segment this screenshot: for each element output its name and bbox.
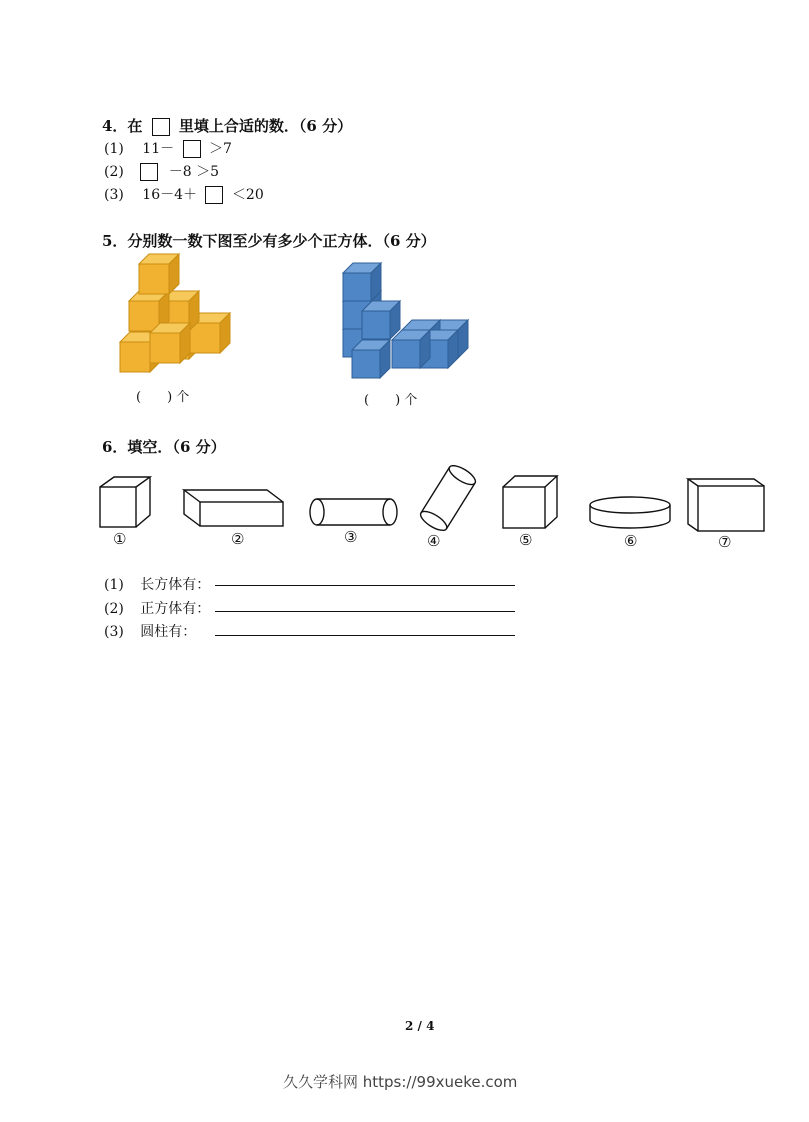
cylinder-icon bbox=[310, 499, 397, 525]
q6-fill-2 bbox=[104, 598, 210, 618]
item-label: (3) bbox=[104, 624, 124, 640]
blue-cube bbox=[362, 301, 400, 339]
orange-cube bbox=[150, 323, 190, 363]
q4-item-1 bbox=[104, 138, 232, 158]
q5-answer-right[interactable]: ( ) 个 bbox=[364, 393, 418, 408]
q4-item-2 bbox=[104, 161, 219, 181]
cube-icon bbox=[100, 477, 150, 527]
fill-prompt: 长方体有： bbox=[140, 577, 211, 593]
fill-prompt: 正方体有： bbox=[140, 601, 211, 617]
q6-fill-3 bbox=[104, 621, 196, 641]
answer-box[interactable] bbox=[183, 140, 201, 158]
item-label: (1) bbox=[104, 141, 124, 157]
blue-cube bbox=[352, 340, 390, 378]
item-expression: 16－4＋ bbox=[142, 187, 198, 203]
answer-box[interactable] bbox=[205, 186, 223, 204]
blue-cube-stack-figure bbox=[335, 255, 475, 385]
orange-cube-stack-figure bbox=[112, 250, 252, 380]
q4-title-suffix: 里填上合适的数．（6 分） bbox=[178, 117, 353, 135]
shape-label-1: ① bbox=[113, 530, 127, 548]
answer-line[interactable] bbox=[215, 611, 515, 612]
item-label: (2) bbox=[104, 601, 124, 617]
page-number: 2 / 4 bbox=[405, 1019, 435, 1033]
shape-label-3: ③ bbox=[344, 528, 358, 546]
cube-icon bbox=[503, 476, 557, 528]
answer-line[interactable] bbox=[215, 635, 515, 636]
item-label: (1) bbox=[104, 577, 124, 593]
shapes-figure bbox=[90, 465, 780, 535]
shape-label-6: ⑥ bbox=[624, 532, 638, 550]
cuboid-icon bbox=[184, 490, 283, 526]
shape-label-4: ④ bbox=[427, 532, 441, 550]
item-expression: ＜20 bbox=[231, 187, 264, 203]
shape-label-2: ② bbox=[231, 530, 245, 548]
item-expression: 11－ bbox=[142, 141, 175, 157]
fill-prompt: 圆柱有： bbox=[140, 624, 197, 640]
q4-title bbox=[102, 115, 352, 136]
q5-answer-left[interactable]: ( ) 个 bbox=[136, 390, 190, 405]
q6-title: 6．填空．（6 分） bbox=[102, 438, 226, 456]
shape-label-7: ⑦ bbox=[718, 533, 732, 551]
item-expression: ＞7 bbox=[209, 141, 232, 157]
q5-title: 5．分别数一数下图至少有多少个正方体．（6 分） bbox=[102, 232, 436, 250]
orange-cube bbox=[139, 254, 179, 294]
shape-label-5: ⑤ bbox=[519, 531, 533, 549]
flat-cylinder-icon bbox=[590, 497, 670, 528]
site-watermark: 久久学科网 https://99xueke.com bbox=[283, 1073, 518, 1091]
tilted-cylinder-icon bbox=[418, 465, 478, 534]
answer-box[interactable] bbox=[140, 163, 158, 181]
blue-cube bbox=[392, 330, 430, 368]
answer-box bbox=[152, 118, 170, 136]
blue-cube bbox=[343, 263, 381, 301]
q4-item-3 bbox=[104, 184, 264, 204]
item-expression: －8 ＞5 bbox=[168, 164, 220, 180]
q6-fill-1 bbox=[104, 574, 210, 594]
item-label: (2) bbox=[104, 164, 124, 180]
cuboid-icon bbox=[688, 479, 764, 531]
answer-line[interactable] bbox=[215, 585, 515, 586]
q4-title-prefix: 4．在 bbox=[102, 117, 143, 135]
item-label: (3) bbox=[104, 187, 124, 203]
